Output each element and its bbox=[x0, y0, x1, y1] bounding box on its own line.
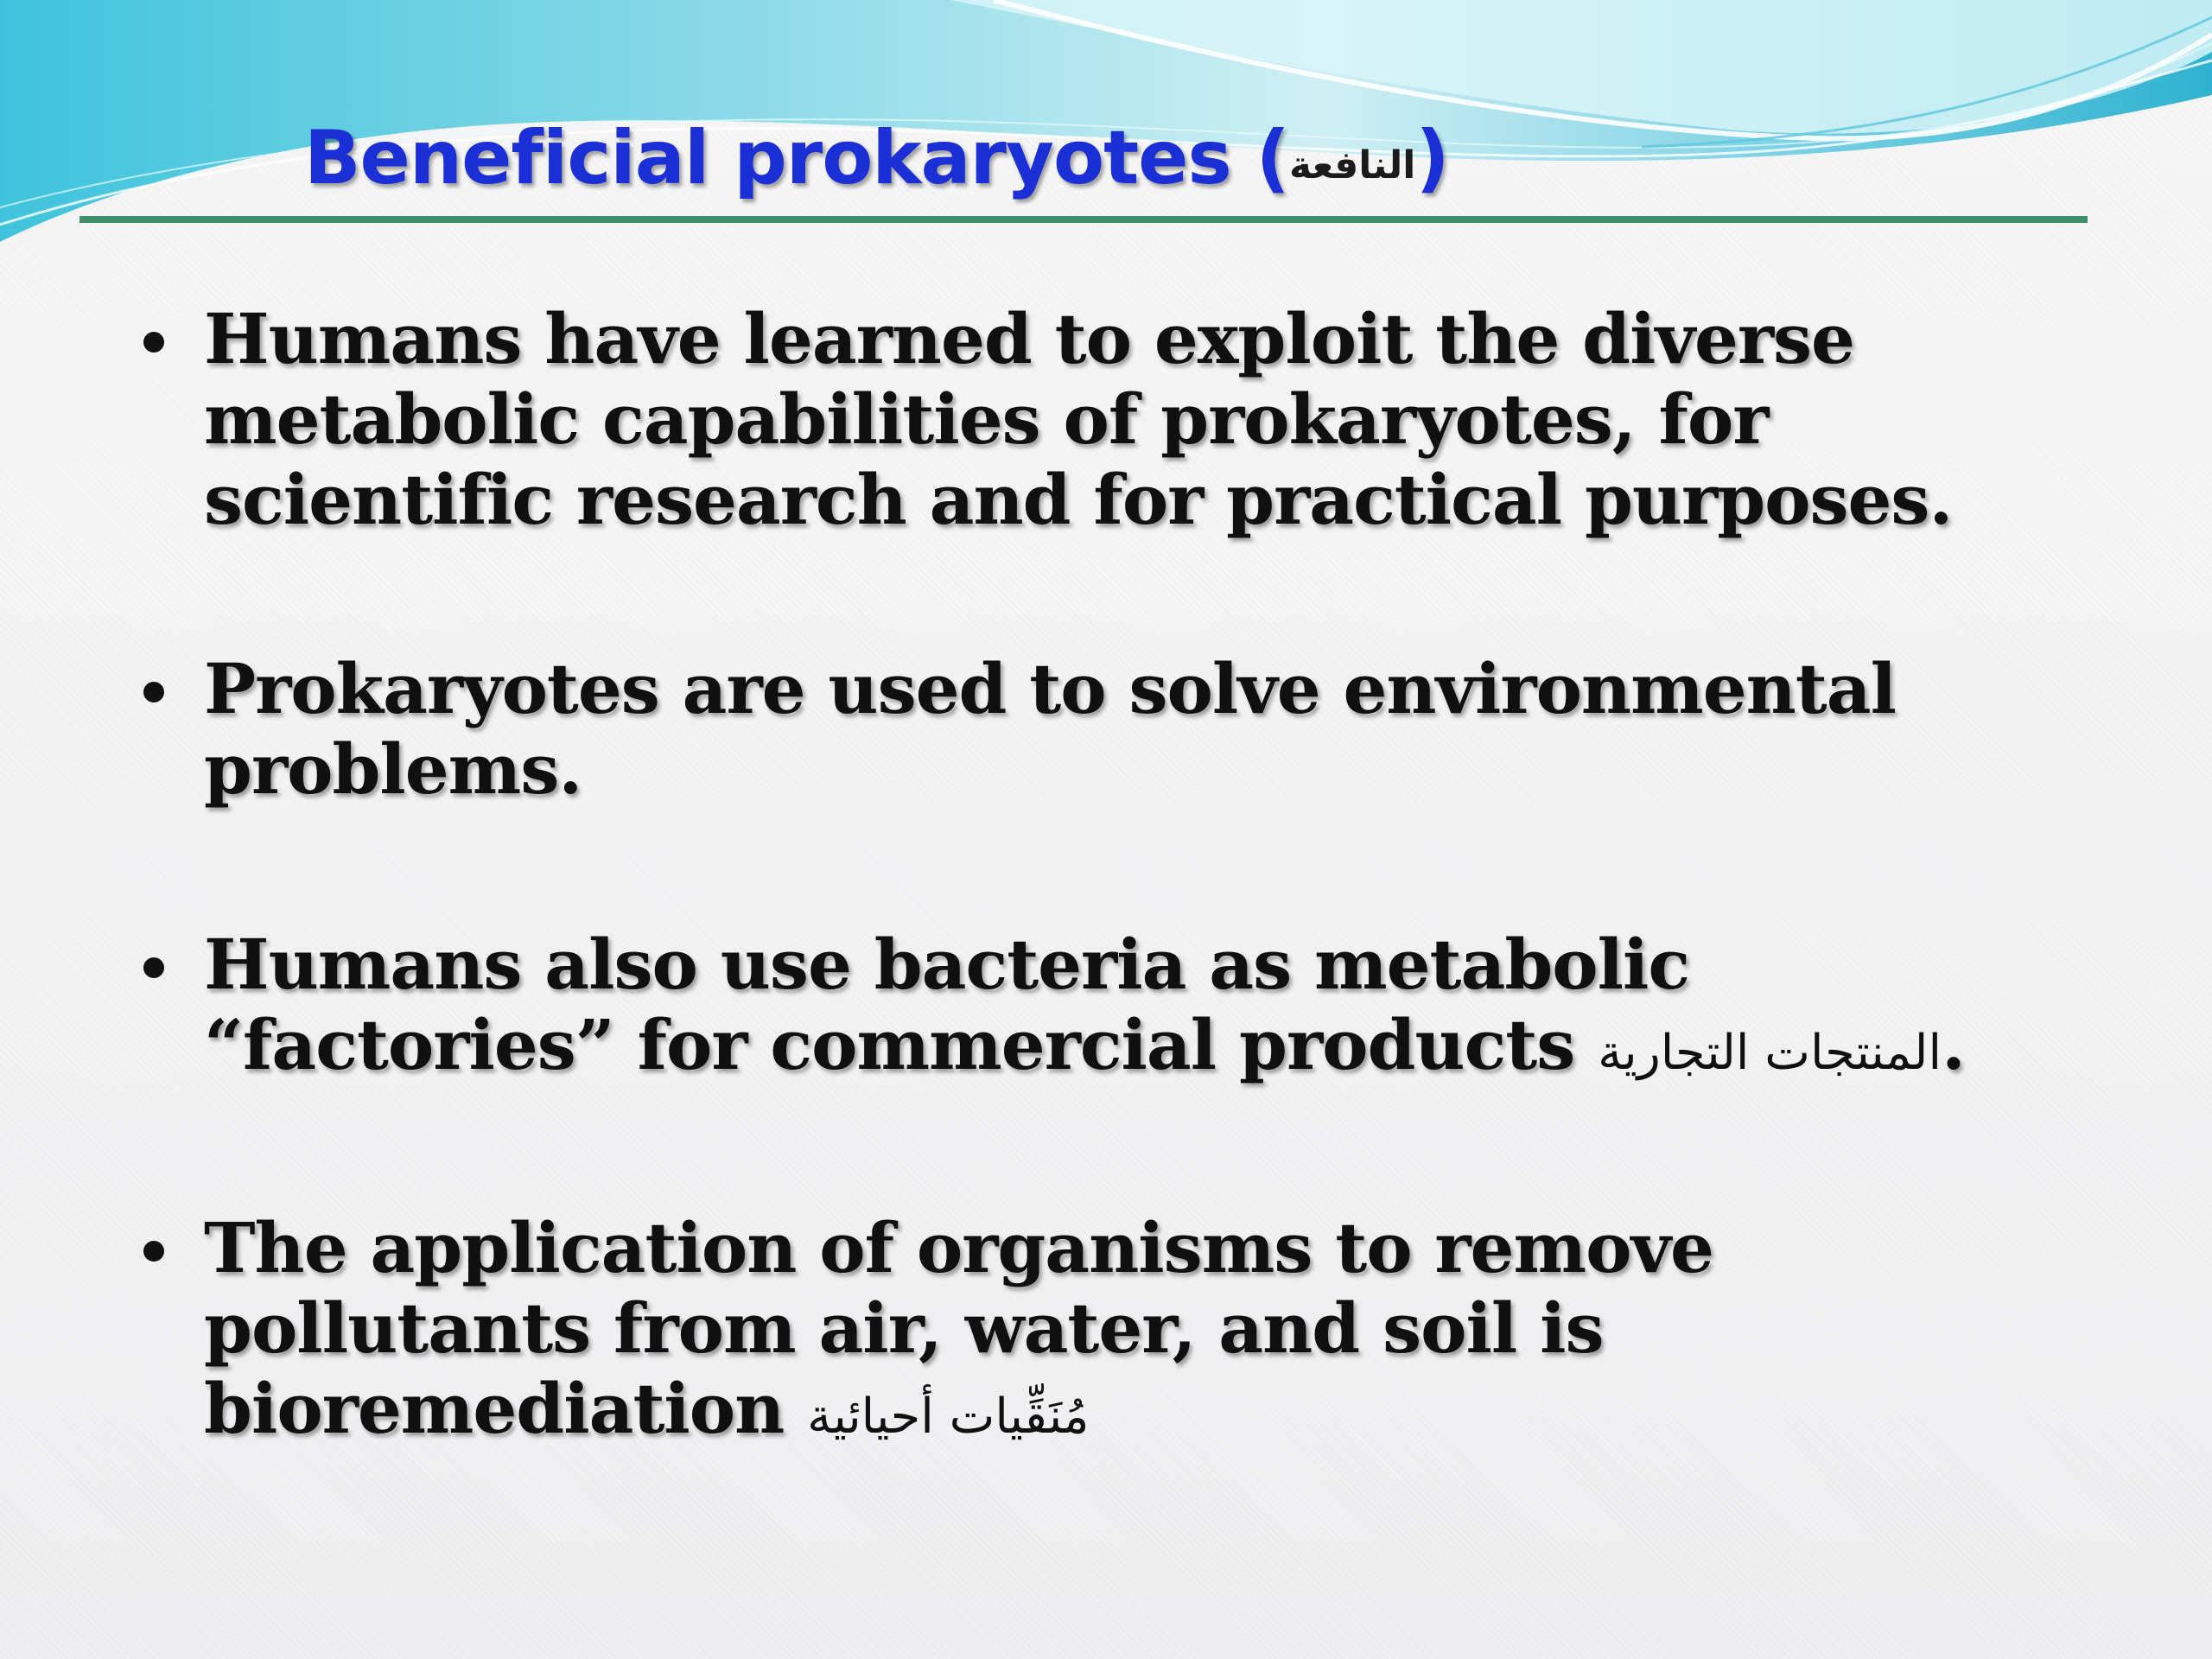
bullet-text: Humans have learned to exploit the diverse metabolic capabilities of prokaryotes, for scientific research and for practical purposes. bbox=[204, 298, 1953, 540]
bullet-arabic: مُنَقِّيات أحيائية bbox=[807, 1389, 1090, 1445]
title-underline bbox=[79, 216, 2088, 223]
bullet-text: Prokaryotes are used to solve environmental problems. bbox=[204, 648, 1896, 810]
bullet-item bbox=[140, 925, 2093, 1093]
title-text: Beneficial prokaryotes ( bbox=[304, 115, 1289, 201]
bullet-dot-icon bbox=[143, 957, 164, 978]
bullet-item bbox=[140, 649, 2093, 810]
bullet-suffix: . bbox=[1942, 1004, 1966, 1085]
title-close: ) bbox=[1415, 115, 1449, 201]
title-arabic: النافعة bbox=[1288, 143, 1416, 188]
bullet-item bbox=[140, 1208, 2093, 1457]
bullet-text: The application of organisms to remove pollutants from air, water, and soil is bioremediation bbox=[204, 1207, 1713, 1449]
bullet-list bbox=[140, 299, 2093, 1457]
slide-title bbox=[304, 111, 1449, 213]
bullet-dot-icon bbox=[143, 682, 164, 702]
bullet-dot-icon bbox=[143, 1241, 164, 1262]
bullet-text: Humans also use bacteria as metabolic “factories” for commercial products bbox=[204, 924, 1690, 1085]
bullet-dot-icon bbox=[143, 332, 164, 353]
bullet-item bbox=[140, 299, 2093, 540]
bullet-arabic: المنتجات التجارية bbox=[1598, 1025, 1942, 1081]
